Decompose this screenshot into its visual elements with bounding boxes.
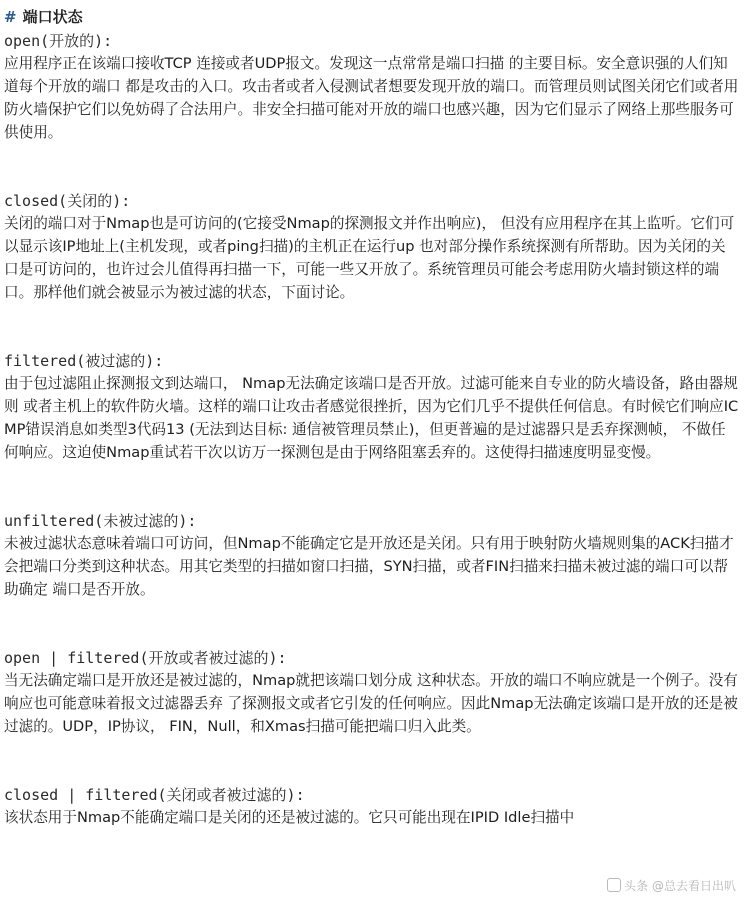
state-label-unfiltered: unfiltered(未被过滤的):: [4, 512, 197, 530]
state-label-filtered: filtered(被过滤的):: [4, 352, 164, 370]
toutiao-logo-icon: [607, 878, 621, 892]
heading-marker: #: [4, 8, 17, 26]
section-spacer: [4, 738, 740, 784]
watermark: [607, 877, 736, 894]
state-description-filtered: 由于包过滤阻止探测报文到达端口， Nmap无法确定该端口是否开放。过滤可能来自专业的防火墙设备，路由器规则 或者主机上的软件防火墙。这样的端口让攻击者感觉很挫折，因为它们几乎不提供任何信息。有时候它们响应ICMP错误消息如类型3代码13 (无法到达目标: 通信被管理员禁止)，但更普遍的是过滤器只是丢弃探测帧， 不做任何响应。这迫使Nmap重试若干次以访万一探测包是由于网络阻塞丢弃的。这使得扫描速度明显变慢。: [4, 375, 739, 461]
section-spacer: [4, 144, 740, 190]
state-description-closed-filtered: 该状态用于Nmap不能确定端口是关闭的还是被过滤的。它只可能出现在IPID Idle扫描中: [4, 809, 575, 826]
state-description-open: 应用程序正在该端口接收TCP 连接或者UDP报文。发现这一点常常是端口扫描 的主要目标。安全意识强的人们知道每个开放的端口 都是攻击的入口。攻击者或者入侵测试者想要发现开放的端口。而管理员则试图关闭它们或者用防火墙保护它们以免妨碍了合法用户。非安全扫描可能对开放的端口也感兴趣，因为它们显示了网络上那些服务可供使用。: [4, 55, 739, 141]
state-label-open: open(开放的):: [4, 32, 113, 50]
state-description-unfiltered: 未被过滤状态意味着端口可访问，但Nmap不能确定它是开放还是关闭。只有用于映射防火墙规则集的ACK扫描才会把端口分类到这种状态。用其它类型的扫描如窗口扫描，SYN扫描，或者FIN扫描来扫描未被过滤的端口可以帮助确定 端口是否开放。: [4, 535, 734, 598]
state-section-open-filtered: [4, 647, 740, 738]
section-spacer: [4, 464, 740, 510]
section-spacer: [4, 304, 740, 350]
state-section-closed-filtered: [4, 784, 740, 829]
heading-text: 端口状态: [22, 8, 83, 26]
state-section-open: [4, 30, 740, 144]
state-description-open-filtered: 当无法确定端口是开放还是被过滤的，Nmap就把该端口划分成 这种状态。开放的端口不响应就是一个例子。没有响应也可能意味着报文过滤器丢弃 了探测报文或者它引发的任何响应。因此Nmap无法确定该端口是开放的还是被过滤的。UDP，IP协议， FIN，Null，和Xmas扫描可能把端口归入此类。: [4, 672, 738, 735]
state-section-unfiltered: [4, 510, 740, 601]
state-label-closed: closed(关闭的):: [4, 192, 131, 210]
page-title: [4, 6, 740, 30]
state-description-closed: 关闭的端口对于Nmap也是可访问的(它接受Nmap的探测报文并作出响应)， 但没有应用程序在其上监听。它们可以显示该IP地址上(主机发现，或者ping扫描)的主机正在运行up 也对部分操作系统探测有所帮助。因为关闭的关口是可访问的，也许过会儿值得再扫描一下，可能一些又开放了。系统管理员可能会考虑用防火墙封锁这样的端口。那样他们就会被显示为被过滤的状态，下面讨论。: [4, 215, 735, 301]
state-section-closed: [4, 190, 740, 304]
state-label-open-filtered: open | filtered(开放或者被过滤的):: [4, 649, 287, 667]
state-section-filtered: [4, 350, 740, 464]
watermark-text: 头条 @总去看日出叭: [624, 879, 736, 893]
state-label-closed-filtered: closed | filtered(关闭或者被过滤的):: [4, 786, 305, 804]
section-spacer: [4, 601, 740, 647]
document-body: [4, 6, 740, 829]
